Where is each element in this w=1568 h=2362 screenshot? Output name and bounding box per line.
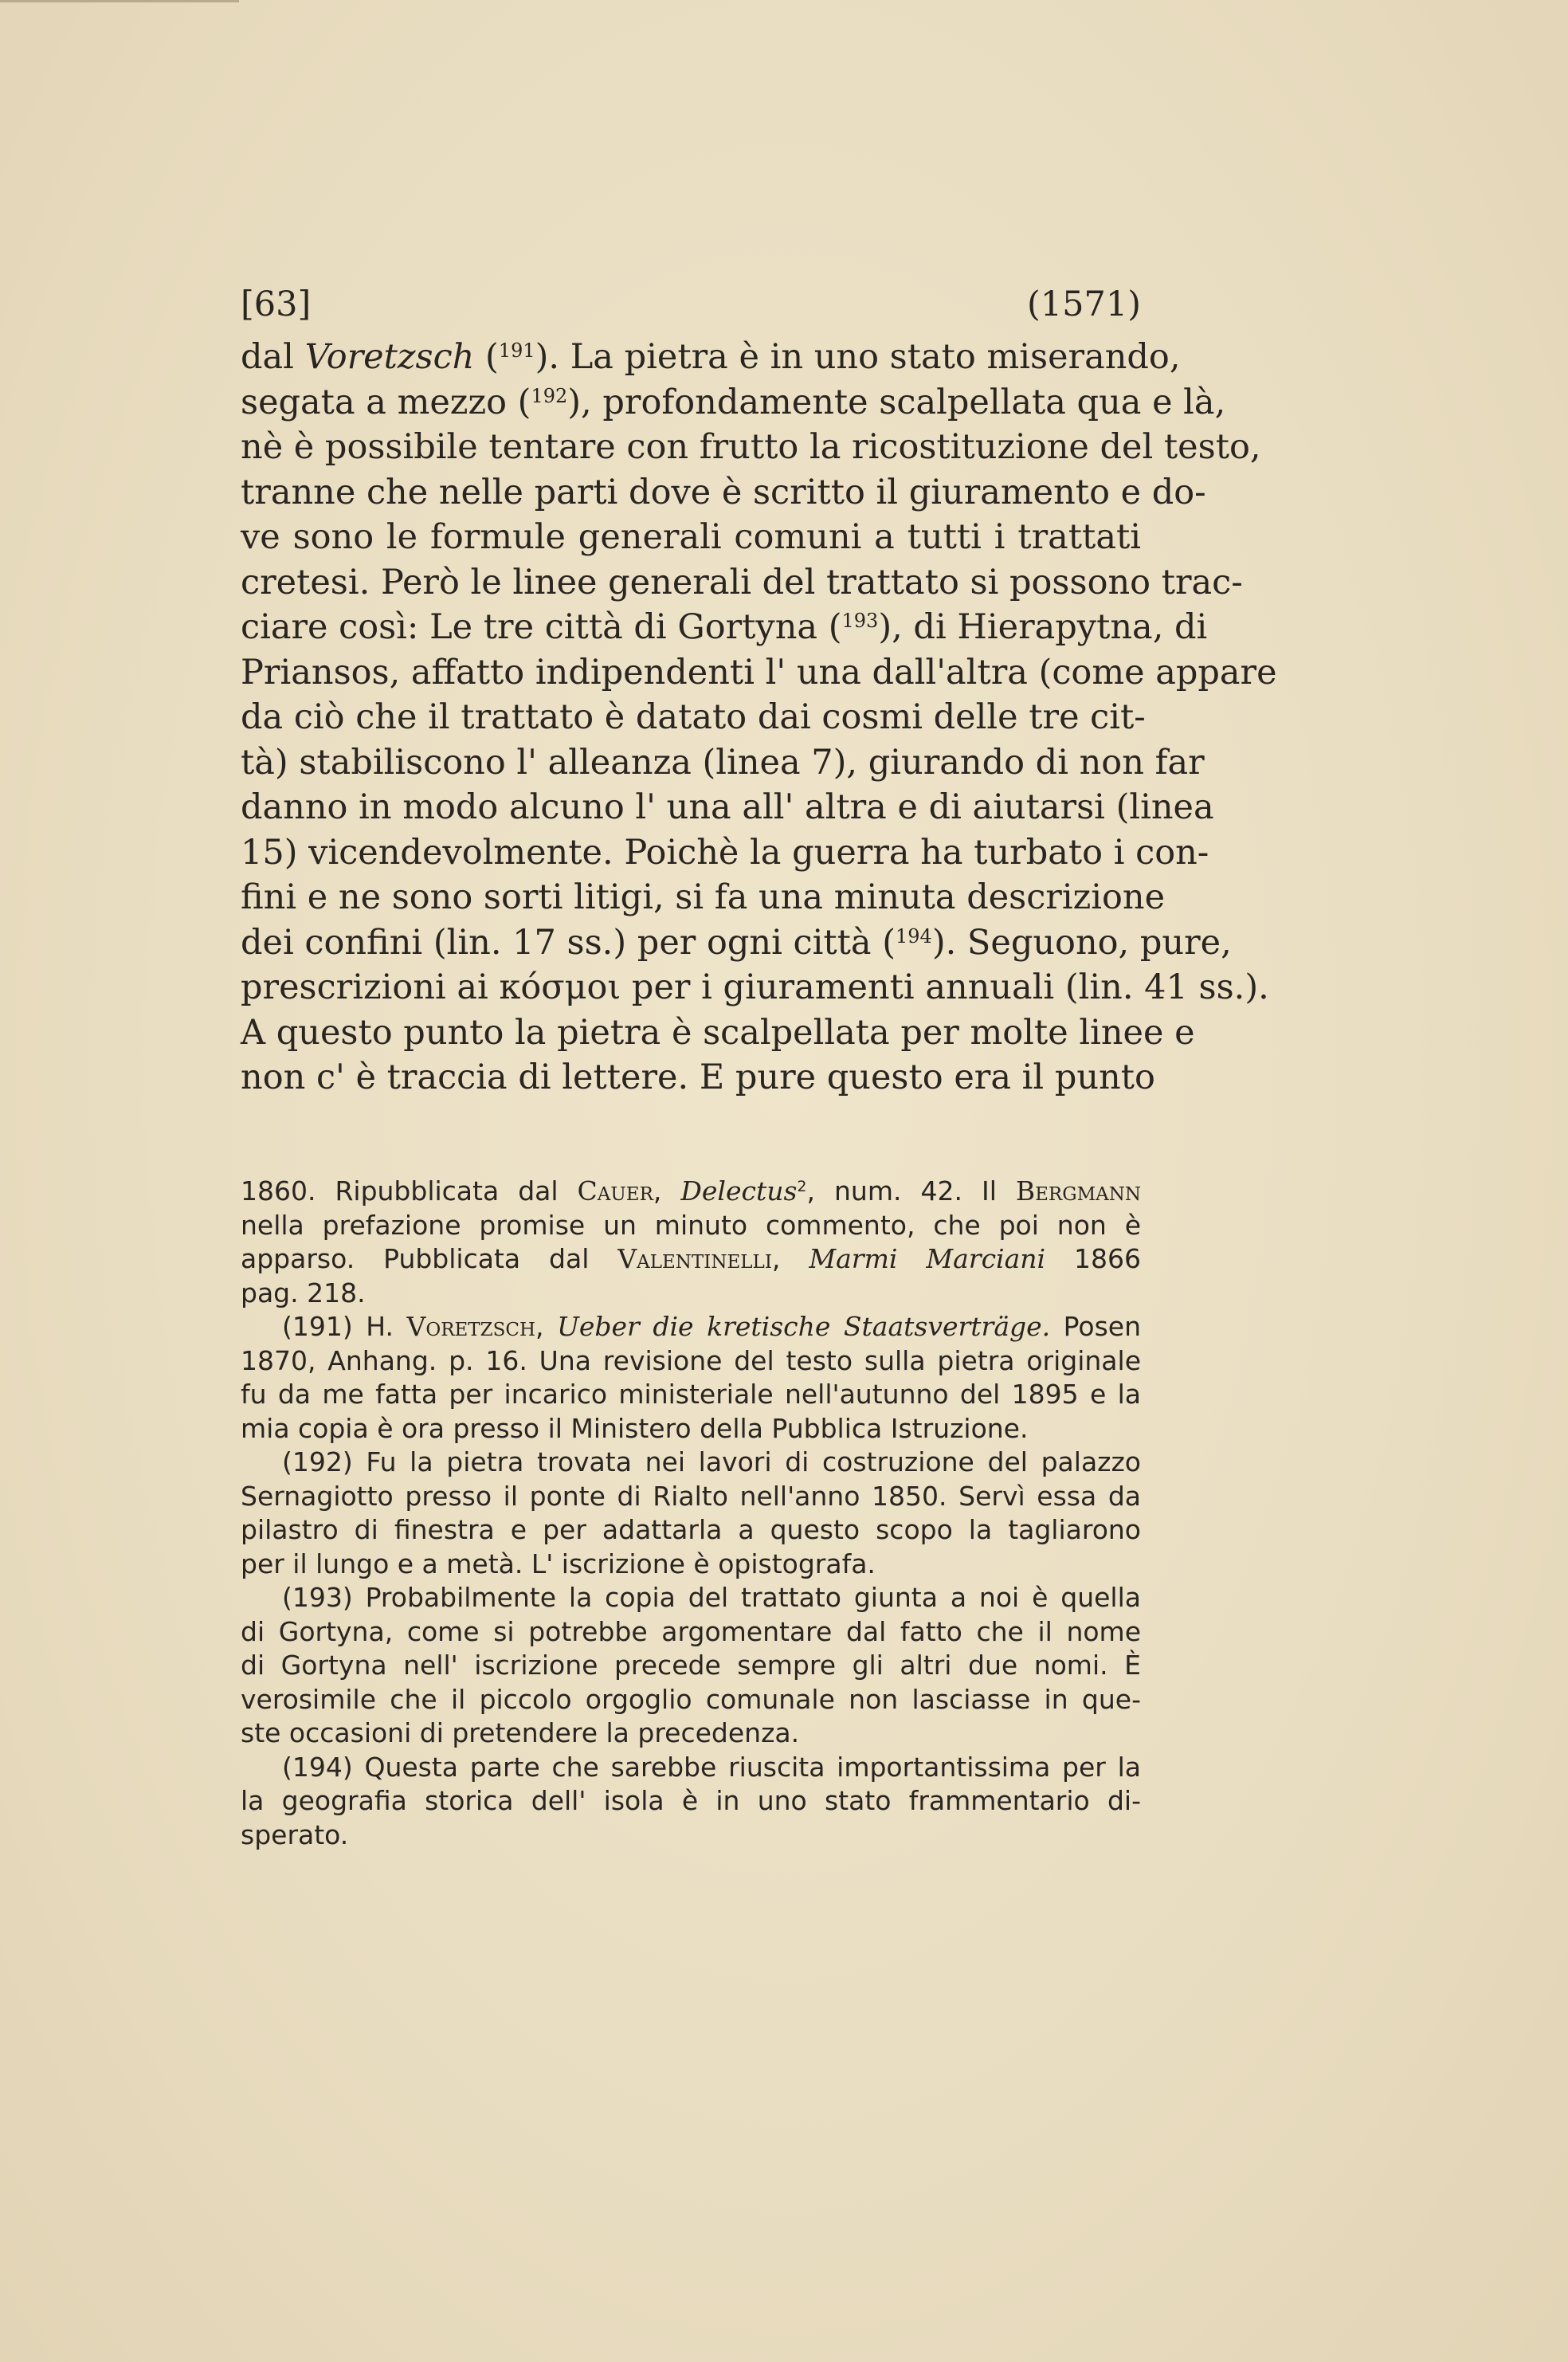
page-header — [241, 281, 1141, 328]
text-line: segata a mezzo ($^{192}$), profondamente scalpellata qua e là, — [241, 382, 1226, 422]
footnote-line: per il lungo e a metà. L' iscrizione è opistografa. — [241, 1548, 876, 1579]
footnote-line: (191) H. Voretzsch, Ueber die kretische Staatsverträge. Posen — [282, 1311, 1141, 1342]
text-line: danno in modo alcuno l' una all' altra e di aiutarsi (linea — [241, 787, 1214, 827]
text-line: prescrizioni ai κόσμοι per i giuramenti annuali (lin. 41 ss.). — [241, 967, 1269, 1007]
footnote-line: Sernagiotto presso il ponte di Rialto nell'anno 1850. Servì essa da — [241, 1480, 1141, 1512]
text-line: dei confini (lin. 17 ss.) per ogni città ($^{194}$). Seguono, pure, — [241, 922, 1232, 963]
text-line: cretesi. Però le linee generali del trattato si possono trac- — [241, 562, 1243, 602]
text-line: non c' è traccia di lettere. E pure questo era il punto — [241, 1057, 1155, 1097]
footnote-line: di Gortyna, come si potrebbe argomentare dal fatto che il nome — [241, 1615, 1141, 1647]
footnote-line: apparso. Pubblicata dal Valentinelli, Marmi Marciani 1866 — [241, 1243, 1141, 1274]
footnote-line: di Gortyna nell' iscrizione precede sempre gli altri due nomi. È — [241, 1650, 1141, 1681]
text-line: da ciò che il trattato è datato dai cosmi delle tre cit- — [241, 697, 1146, 737]
text-line: 15) vicendevolmente. Poichè la guerra ha turbato i con- — [241, 832, 1209, 873]
footnote-line: (194) Questa parte che sarebbe riuscita importantissima per la — [282, 1751, 1141, 1783]
text-line: fini e ne sono sorti litigi, si fa una minuta descrizione — [241, 877, 1166, 917]
footnote-line: 1870, Anhang. p. 16. Una revisione del testo sulla pietra originale — [241, 1344, 1141, 1376]
text-line: ve sono le formule generali comuni a tutti i trattati — [241, 517, 1141, 557]
page-number-right: (1571) — [1027, 284, 1141, 324]
main-text — [241, 335, 1277, 1101]
footnote-line: pilastro di finestra e per adattarla a questo scopo la tagliarono — [241, 1514, 1141, 1545]
text-line: nè è possibile tentare con frutto la ricostituzione del testo, — [241, 427, 1261, 467]
footnote-line: la geografia storica dell' isola è in uno stato frammentario di- — [241, 1785, 1141, 1816]
footnote-line: ste occasioni di pretendere la precedenza. — [241, 1717, 800, 1748]
text-line: A questo punto la pietra è scalpellata per molte linee e — [241, 1012, 1195, 1053]
text-line: tà) stabiliscono l' alleanza (linea 7), giurando di non far — [241, 742, 1205, 783]
footnote-line: (192) Fu la pietra trovata nei lavori di costruzione del palazzo — [282, 1446, 1141, 1477]
text-line: ciare così: Le tre città di Gortyna ($^{193}$), di Hierapytna, di — [241, 607, 1208, 647]
footnote-line: pag. 218. — [241, 1277, 366, 1309]
footnote-line: (193) Probabilmente la copia del trattato giunta a noi è quella — [282, 1582, 1141, 1613]
text-line: dal Voretzsch ($^{191}$). La pietra è in uno stato miserando, — [241, 337, 1181, 377]
footnote-line: verosimile che il piccolo orgoglio comunale non lasciasse in que- — [241, 1683, 1141, 1715]
footnote-line: fu da me fatta per incarico ministeriale nell'autunno del 1895 e la — [241, 1379, 1141, 1410]
text-line: Priansos, affatto indipendenti l' una dall'altra (come appare — [241, 652, 1277, 693]
text-line: tranne che nelle parti dove è scritto il giuramento e do- — [241, 472, 1206, 512]
footnote-line: nella prefazione promise un minuto commento, che poi non è — [241, 1209, 1141, 1241]
footnote-line: sperato. — [241, 1819, 349, 1850]
page-number-left: [63] — [241, 284, 312, 324]
footnotes — [241, 1175, 1141, 1852]
page-edge-line — [0, 0, 239, 2]
footnote-line: mia copia è ora presso il Ministero della Pubblica Istruzione. — [241, 1412, 1029, 1444]
footnote-line: 1860. Ripubblicata dal Cauer, Delectus$^2$, num. 42. Il Bergmann — [241, 1175, 1142, 1207]
